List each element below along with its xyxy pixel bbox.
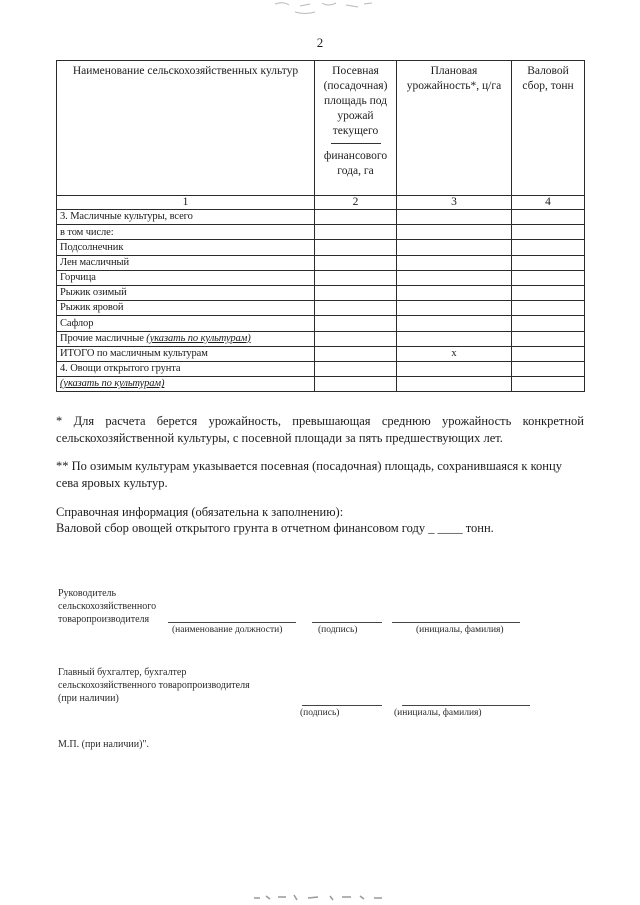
accountant-title-line2: сельскохозяйственного товаропроизводителя [58, 680, 250, 691]
caption-signature-2: (подпись) [300, 708, 340, 718]
reference-text: Валовой сбор овощей открытого грунта в отчетном финансовом году [56, 521, 426, 535]
scan-artifact-top [270, 0, 380, 16]
row-area-cell[interactable] [315, 285, 397, 300]
row-crop-name-text: Прочие масличные [60, 332, 147, 344]
row-crop-name: Подсолнечник [57, 240, 315, 255]
column-numbers-row [57, 196, 585, 210]
scan-artifact-bottom [250, 890, 390, 902]
table-row [57, 301, 585, 316]
head-title-line1: Руководитель [58, 588, 117, 599]
row-crop-name-note: (указать по культурам) [60, 378, 165, 390]
row-crop-name [57, 377, 315, 392]
row-harvest-cell[interactable] [512, 361, 585, 376]
row-crop-name: Горчица [57, 270, 315, 285]
row-yield-cell[interactable] [397, 270, 512, 285]
row-area-cell[interactable] [315, 225, 397, 240]
row-yield-cell[interactable] [397, 210, 512, 225]
footnote-two: ** По озимым культурам указывается посевная (посадочная) площадь, сохранившаяся к концу сева яровых культур. [56, 459, 562, 490]
table-row [57, 225, 585, 240]
table-row [57, 210, 585, 225]
row-harvest-cell[interactable] [512, 285, 585, 300]
footnote-one: * Для расчета берется урожайность, превышающая среднюю урожайность конкретной сельскохозяйственной культуры, с посевной площади за пять предшествующих лет. [56, 414, 584, 445]
reference-line [56, 520, 584, 537]
row-crop-name: Рыжик яровой [57, 301, 315, 316]
header-gross-harvest: Валовой сбор, тонн [512, 61, 585, 196]
table-header-row [57, 61, 585, 196]
position-field[interactable] [168, 622, 296, 623]
accountant-title-line1: Главный бухгалтер, бухгалтер [58, 667, 187, 678]
row-crop-name: 3. Масличные культуры, всего [57, 210, 315, 225]
table-row [57, 331, 585, 346]
row-yield-cell[interactable] [397, 377, 512, 392]
signature-field[interactable] [312, 622, 382, 623]
row-area-cell[interactable] [315, 240, 397, 255]
table-row [57, 240, 585, 255]
row-harvest-cell[interactable] [512, 255, 585, 270]
caption-initials: (инициалы, фамилия) [416, 625, 504, 635]
initials-field[interactable] [392, 622, 520, 623]
row-harvest-cell[interactable] [512, 331, 585, 346]
table-row [57, 255, 585, 270]
caption-initials-2: (инициалы, фамилия) [394, 708, 482, 718]
header-crop-name: Наименование сельскохозяйственных культур [57, 61, 315, 196]
row-harvest-cell[interactable] [512, 210, 585, 225]
row-harvest-cell[interactable] [512, 270, 585, 285]
reference-blank[interactable]: _ ____ [428, 521, 463, 535]
accountant-title-line3: (при наличии) [58, 693, 119, 704]
column-number: 3 [397, 196, 512, 210]
row-harvest-cell[interactable] [512, 301, 585, 316]
caption-signature: (подпись) [318, 625, 358, 635]
table-row [57, 285, 585, 300]
row-area-cell[interactable] [315, 316, 397, 331]
row-crop-name: Рыжик озимый [57, 285, 315, 300]
head-title-line3: товаропроизводителя [58, 614, 150, 625]
row-yield-cell[interactable] [397, 255, 512, 270]
reference-unit: тонн. [465, 521, 494, 535]
row-harvest-cell[interactable] [512, 225, 585, 240]
row-yield-cell[interactable] [397, 240, 512, 255]
column-number: 4 [512, 196, 585, 210]
row-crop-name: 4. Овощи открытого грунта [57, 361, 315, 376]
signature-field-2[interactable] [302, 705, 382, 706]
header-sown-area [315, 61, 397, 196]
row-harvest-cell[interactable] [512, 240, 585, 255]
table-row [57, 361, 585, 376]
row-crop-name: ИТОГО по масличным культурам [57, 346, 315, 361]
row-harvest-cell[interactable] [512, 316, 585, 331]
row-crop-name-note: (указать по культурам) [146, 332, 251, 344]
row-area-cell[interactable] [315, 210, 397, 225]
head-title-line2: сельскохозяйственного [58, 601, 157, 612]
row-yield-cell[interactable] [397, 331, 512, 346]
header-planned-yield: Плановая урожайность*, ц/га [397, 61, 512, 196]
row-yield-cell[interactable] [397, 316, 512, 331]
row-crop-name: в том числе: [57, 225, 315, 240]
header-blank-line [331, 143, 381, 147]
table-row [57, 316, 585, 331]
table-row [57, 346, 585, 361]
stamp-note: М.П. (при наличии)". [58, 739, 150, 750]
row-harvest-cell[interactable] [512, 377, 585, 392]
row-area-cell[interactable] [315, 346, 397, 361]
row-area-cell[interactable] [315, 377, 397, 392]
row-yield-cell[interactable] [397, 285, 512, 300]
initials-field-2[interactable] [402, 705, 530, 706]
row-crop-name: Сафлор [57, 316, 315, 331]
header-sown-area-year: финансового года, га [323, 150, 388, 177]
row-yield-cell[interactable]: х [397, 346, 512, 361]
row-yield-cell[interactable] [397, 225, 512, 240]
column-number: 2 [315, 196, 397, 210]
column-number: 1 [57, 196, 315, 210]
row-crop-name: Лен масличный [57, 255, 315, 270]
reference-title: Справочная информация (обязательна к заполнению): [56, 505, 344, 519]
table-row [57, 270, 585, 285]
row-area-cell[interactable] [315, 270, 397, 285]
row-area-cell[interactable] [315, 361, 397, 376]
caption-position: (наименование должности) [172, 625, 283, 635]
row-crop-name [57, 331, 315, 346]
row-yield-cell[interactable] [397, 301, 512, 316]
row-area-cell[interactable] [315, 331, 397, 346]
crops-table [56, 60, 585, 392]
row-area-cell[interactable] [315, 301, 397, 316]
row-yield-cell[interactable] [397, 361, 512, 376]
page-number: 2 [316, 35, 324, 50]
row-area-cell[interactable] [315, 255, 397, 270]
table-row [57, 377, 585, 392]
row-harvest-cell[interactable] [512, 346, 585, 361]
header-sown-area-text: Посевная (посадочная) площадь под урожай текущего [323, 65, 388, 137]
